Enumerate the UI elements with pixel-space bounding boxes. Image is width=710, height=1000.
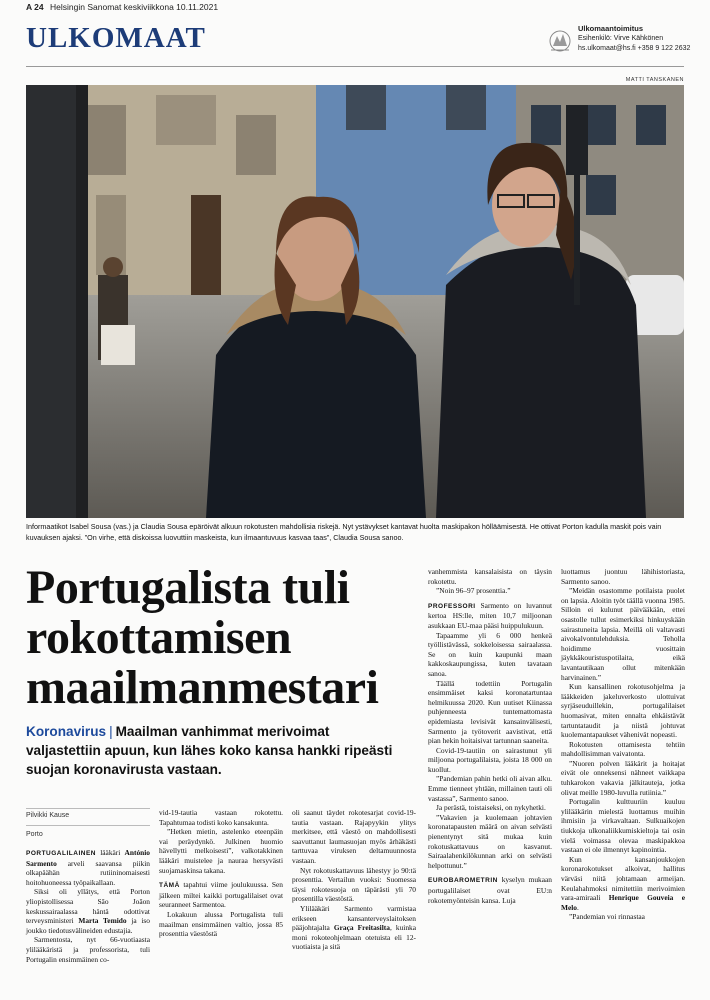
header-rule xyxy=(26,66,684,67)
article-column-5 xyxy=(561,567,685,922)
editorial-title: Ulkomaantoimitus xyxy=(578,24,644,33)
page-number: A 24 xyxy=(26,2,44,12)
paragraph: ”Meidän osastomme potilaista puolet on lapsia. Aloitin työt täällä vuonna 1985. Silloin ei kulunut päivääkään, ettei osastolle tullut esimerkiksi hinkuyskään sairastuneita lapsia. Meillä oli valtavasti aivokalvontulehduksia. Teholla hoidimme vuosittain jäykkäkouristuspotilaita, eikä lavantautikaan ollut mitenkään harvinainen.” xyxy=(561,586,685,682)
paragraph: Covid-19-tautiin on sairastunut yli miljoona portugalilaista, joista 18 000 on kuollut. xyxy=(428,745,552,774)
editorial-editor: Esihenkilö: Virve Kähkönen xyxy=(578,35,664,42)
paragraph: Portugalin kulttuuriin kuuluu ylilääkärin mielestä luottamus muihin ihmisiin ja virkavaltaan. Sulkuaikojen tiukkoja ulkonaliikkumiskieltoja tai osin vielä voimassa olevaa maskipakkoa vastaan ei ole ilmennyt kapinointia. xyxy=(561,797,685,855)
article-photo xyxy=(26,85,684,518)
paragraph xyxy=(26,848,150,887)
byline xyxy=(26,808,150,841)
paragraph-text: . xyxy=(577,902,579,912)
paragraph: luottamus juontuu lähihistoriasta, Sarmento sanoo. xyxy=(561,567,685,586)
article-column-3 xyxy=(292,808,416,952)
paragraph-text: Ylilääkäri Sarmento varmistaa erikseen kansanterveyslaitoksen pääjohtajalta xyxy=(292,903,416,933)
person-name: Graça Freitasilta xyxy=(333,923,390,933)
paragraph-text: ja iso joukko tiedotusvälineiden edustajia. xyxy=(26,916,150,935)
photo-caption: Informaatikot Isabel Sousa (vas.) ja Claudia Sousa epäröivät alkuun rokotusten mahdollisia riskejä. Nyt ystävykset kantavat huolta maskipakon hölläämisestä. He ottivat Porton kadulla maskit pois vain kuvauksen ajaksi. ”On virhe, että diskoissa luovuttiin maskeista, kun ilmaantuvuus kasvaa taas”, Claudia Sousa sanoo. xyxy=(26,522,662,542)
photo-credit: MATTI TANSKANEN xyxy=(625,77,684,83)
paragraph xyxy=(159,880,283,910)
paragraph: Sarmentosta, nyt 66-vuotiaasta ylilääkäristä ja professorista, tuli Portugalin ensimmäinen co- xyxy=(26,935,150,964)
person-name: Marta Temido xyxy=(78,916,127,926)
paragraph: Nyt rokotuskattavuus lähestyy jo 90:tä prosenttia. Vertailun vuoksi: Suomessa täysi rokotesuoja on täpärästi yli 70 prosentilla väestöstä. xyxy=(292,865,416,904)
paragraph-lead: PROFESSORI xyxy=(428,602,476,610)
paragraph-text: , kuinka moni rokoteohjelmaan otetuista eli 12-vuotiaista ja sitä xyxy=(292,923,417,952)
paragraph: ”Pandemian voi rinnastaa xyxy=(569,912,645,922)
person-name: Henrique Gouveia e Melo xyxy=(561,893,685,912)
paragraph: vanhemmista kansalaisista on täysin rokotettu. xyxy=(428,567,552,586)
author-name: Pilvikki Kause xyxy=(26,808,150,822)
person-name: António Sarmento xyxy=(26,848,150,868)
paragraph: Rokotusten ottamisesta tehtiin mahdollisimman vaivatonta. xyxy=(561,739,685,759)
paragraph xyxy=(561,855,685,913)
paragraph-text: tapahtui viime joulukuussa. Sen jälkeen miltei kaikki portugalilaiset ovat seuranneet Sarmentoa. xyxy=(159,880,283,910)
paragraph-text: arveli saavansa piikin olkapäähän rutiininomaisesti hoitohuoneessa työpaikallaan. xyxy=(26,858,150,887)
paragraph-lead: TÄMÄ xyxy=(159,882,180,890)
editorial-info xyxy=(578,24,690,54)
editorial-contact: hs.ulkomaat@hs.fi +358 9 122 2632 xyxy=(578,45,691,52)
paragraph: vid-19-tautia vastaan rokotettu. Tapahtumaa todisti koko kansakunta. xyxy=(159,808,283,827)
paragraph-text: kyselyn mukaan portugalilaiset ovat EU:n rokotemyönteisin kansa. Luja xyxy=(428,875,552,905)
paragraph-lead: EUROBAROMETRIN xyxy=(428,877,498,885)
dateline-place: Porto xyxy=(26,825,150,841)
paragraph xyxy=(428,875,552,905)
article-column-4 xyxy=(428,567,552,905)
newspaper-crest-icon xyxy=(547,28,573,56)
paragraph-text: Siksi oli yllätys, että Porton yliopistollisessa São Joãon keskussairaalassa häntä odottivat terveysministeri xyxy=(26,887,150,926)
kicker-separator: | xyxy=(109,724,113,739)
paragraph: Kun kansallinen rokotusohjelma ja lääkkeiden jakeluverkosto ulottuivat syrjäseuduillekin, portugalilaiset huomasivat, miten ennalta ehkäistävät tartuntataudit ja niistä johtuvat kuolemantapaukset vähenivät nopeasti. xyxy=(561,682,685,740)
paragraph: ”Hetken mietin, astelenko eteenpäin vai peräydynkö. Julkinen huomio hävellytti melkoisesti”, valkotakkinen lääkäri muistelee ja nauraa hersyvästi suojamaskinsa takana. xyxy=(159,827,283,875)
paragraph-text: lääkäri xyxy=(95,848,125,857)
paragraph: ”Pandemian pahin hetki oli aivan alku. Emme tienneet yhtään, millainen tauti oli vastassa”, Sarmento sanoo. xyxy=(428,774,552,803)
paragraph: Ja perästä, toistaiseksi, on nykyhetki. xyxy=(436,803,546,813)
paragraph: Täällä todettiin Portugalin ensimmäiset kaksi koronatartuntaa helmikuussa 2020. Kun uutiset Kiinassa puhjenneesta tuntemattomasta epidemiasta levisivät kansainvälisesti, Sarmento ja työtoverit aavistivat, että pian hekin hoitaisivat tartunnan saaneita. xyxy=(428,678,552,746)
paragraph: ”Vakavien ja kuolemaan johtavien koronatapausten määrä on aivan selvästi pienentynyt sitä mukaa kuin rokotuskattavuus on kasvanut. Sairaalahenkilökunnan arki on selvästi helpottunut.” xyxy=(428,812,552,870)
section-title: ULKOMAAT xyxy=(26,22,206,54)
topic-kicker: Koronavirus xyxy=(26,724,107,739)
article-ingress xyxy=(26,722,396,779)
paragraph xyxy=(26,887,150,935)
paragraph xyxy=(428,601,552,631)
paragraph: ”Noin 96–97 prosenttia.” xyxy=(436,586,511,596)
article-headline: Portugalista tuli rokottamisen maailmanmestari xyxy=(26,561,379,714)
paragraph xyxy=(292,904,416,952)
paragraph: Lokakuun alussa Portugalista tuli maailman ensimmäinen valtio, jossa 85 prosenttia väestöstä xyxy=(159,909,283,939)
paragraph: ”Nuoren polven lääkärit ja hoitajat eivät ole onneksensi nähneet vaikkapa tuhkarokon vakavia jälkitauteja, jotka olivat meille 1980-luvulla rutiinia.” xyxy=(561,758,685,797)
ingress-text: Maailman vanhimmat merivoimat valjastettiin apuun, kun lähes koko kansa hankki ripeästi suojan koronavirusta vastaan. xyxy=(26,724,393,777)
article-column-1 xyxy=(26,848,150,964)
paragraph-text: Kun kansanjoukkojen koronarokotukset alkoivat, hallitus värväsi niitä johtamaan armeijan. Keulahahmoksi nimitettiin merivoimien vara-amiraali xyxy=(561,854,685,903)
paragraph-text: Sarmento on luvannut kertoa HS:lle, miten 10,7 miljoonan asukkaan EU-maa pääsi huippulukuun. xyxy=(428,600,552,630)
paragraph: oli saanut täydet rokotesarjat covid-19-tautia vastaan. Rajapyykin ylitys merkitsee, että väestö on mahdollisesti saavuttanut laumasuojan myös ärhäkästi tarttuvaa viruksen deltamuunnosta vastaan. xyxy=(292,808,416,865)
paragraph: Tapaamme yli 6 000 henkeä työllistävässä, sokkeloisessa sairaalassa. Se on kuin kaupunki maan kakkoskaupungissa, kuten tavataan sanoa. xyxy=(428,630,552,678)
paragraph-lead: PORTUGALILAINEN xyxy=(26,850,96,857)
article-column-2 xyxy=(159,808,283,939)
publication-date: Helsingin Sanomat keskiviikkona 10.11.2021 xyxy=(50,2,219,12)
page-header-bar xyxy=(26,2,218,12)
